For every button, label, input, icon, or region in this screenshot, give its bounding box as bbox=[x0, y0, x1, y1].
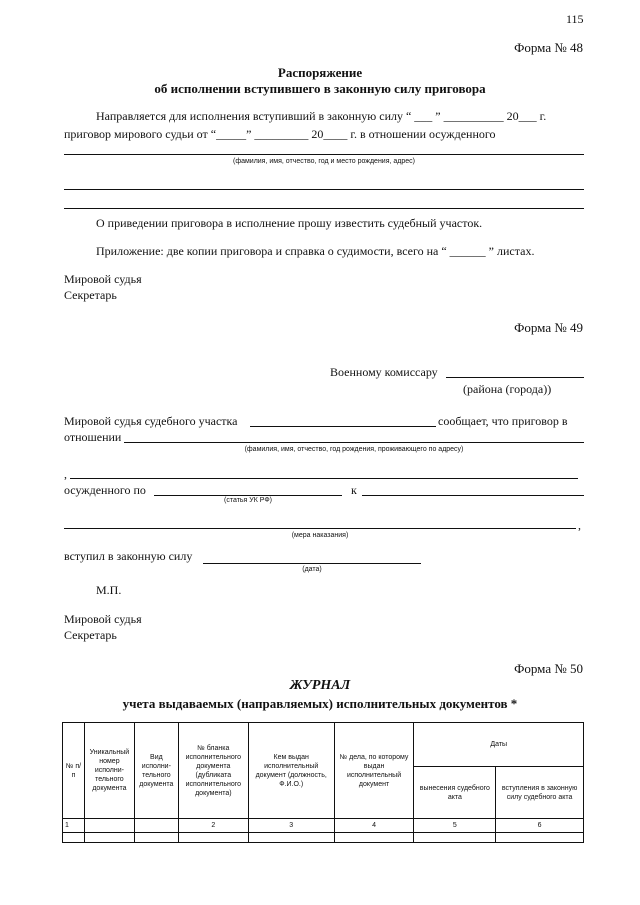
number-cell bbox=[134, 819, 178, 833]
header-cell: Кем выдан исполнительный документ (должность, Ф.И.О.) bbox=[248, 723, 334, 819]
form49-k: к bbox=[351, 483, 357, 497]
form49-caption-date: (дата) bbox=[302, 566, 322, 573]
header-cell: № дела, по которому выдан исполнительный документ bbox=[334, 723, 414, 819]
form48-notify: О приведении приговора в исполнение прошу известить судебный участок. bbox=[96, 216, 483, 230]
number-cell: 2 bbox=[178, 819, 248, 833]
form48-sig-judge: Мировой судья bbox=[64, 272, 142, 286]
empty-cell bbox=[63, 833, 85, 843]
empty-cell bbox=[334, 833, 414, 843]
form48-title-line2: об исполнении вступившего в законную силу приговора bbox=[154, 81, 486, 96]
journal-table bbox=[62, 722, 584, 843]
number-cell: 5 bbox=[414, 819, 496, 833]
form49-caption-punishment: (мера наказания) bbox=[291, 532, 349, 539]
blank-line bbox=[64, 208, 584, 209]
blank-line bbox=[64, 189, 584, 190]
person-line bbox=[124, 442, 584, 443]
number-cell: 3 bbox=[248, 819, 334, 833]
header-cell: № бланка исполнительного документа (дубликата исполнительного документа) bbox=[178, 723, 248, 819]
page-number: 115 bbox=[566, 12, 584, 26]
header-cell-dates: Даты bbox=[414, 723, 584, 767]
article-line bbox=[154, 495, 342, 496]
empty-cell bbox=[496, 833, 584, 843]
punishment-line bbox=[64, 528, 576, 529]
form50-title-line2: учета выдаваемых (направляемых) исполнительных документов * bbox=[122, 696, 518, 711]
form48-caption-person: (фамилия, имя, отчество, год и место рождения, адрес) bbox=[232, 158, 415, 165]
form48-sig-secretary: Секретарь bbox=[64, 288, 117, 302]
form48-attachment: Приложение: две копии приговора и справка о судимости, всего на “ ______ ” листах. bbox=[96, 244, 535, 258]
form49-sig-secretary: Секретарь bbox=[64, 628, 117, 642]
form49-convicted-under: осужденного по bbox=[64, 483, 146, 497]
address-line bbox=[70, 478, 578, 479]
form49-comma-left: , bbox=[64, 467, 67, 481]
number-cell bbox=[84, 819, 134, 833]
number-cell: 6 bbox=[496, 819, 584, 833]
form48-line2: приговор мирового судьи от “_____” _________ 20____ г. в отношении осужденного bbox=[64, 127, 496, 141]
form49-to: Военному комиссару bbox=[330, 365, 438, 379]
commissar-line bbox=[446, 377, 584, 378]
form49-entered-force: вступил в законную силу bbox=[64, 549, 193, 563]
number-cell: 4 bbox=[334, 819, 414, 833]
form50-title-line1: ЖУРНАЛ bbox=[289, 678, 351, 693]
form49-caption-article: (статья УК РФ) bbox=[224, 497, 272, 504]
header-cell: Уникальный номер исполни-тельного документа bbox=[84, 723, 134, 819]
empty-cell bbox=[84, 833, 134, 843]
empty-cell bbox=[134, 833, 178, 843]
date-line bbox=[203, 563, 421, 564]
form49-reports: сообщает, что приговор в bbox=[438, 414, 568, 428]
person-line bbox=[64, 154, 584, 155]
form49-sig-judge: Мировой судья bbox=[64, 612, 142, 626]
form49-stamp: М.П. bbox=[96, 583, 122, 597]
form48-line1: Направляется для исполнения вступивший в законную силу “ ___ ” __________ 20___ г. bbox=[96, 109, 547, 123]
header-cell: Вид исполни-тельного документа bbox=[134, 723, 178, 819]
header-subcell: вступления в законную силу судебного акта bbox=[496, 767, 584, 819]
form48-title-line1: Распоряжение bbox=[277, 65, 363, 80]
form49-caption-person: (фамилия, имя, отчество, год рождения, проживающего по адресу) bbox=[244, 446, 464, 453]
court-line bbox=[250, 426, 436, 427]
form48-label: Форма № 48 bbox=[514, 40, 583, 55]
form49-to-sub: (района (города)) bbox=[463, 382, 552, 396]
empty-cell bbox=[414, 833, 496, 843]
form49-comma-right: , bbox=[578, 518, 581, 532]
form49-label: Форма № 49 bbox=[514, 320, 583, 335]
form49-judge-text: Мировой судья судебного участка bbox=[64, 414, 238, 428]
header-subcell: вынесения судебного акта bbox=[414, 767, 496, 819]
empty-cell bbox=[178, 833, 248, 843]
header-cell: № п/п bbox=[63, 723, 85, 819]
number-cell: 1 bbox=[63, 819, 85, 833]
form50-label: Форма № 50 bbox=[514, 661, 583, 676]
punishment-target-line bbox=[362, 495, 584, 496]
empty-cell bbox=[248, 833, 334, 843]
form49-regarding: отношении bbox=[64, 430, 122, 444]
